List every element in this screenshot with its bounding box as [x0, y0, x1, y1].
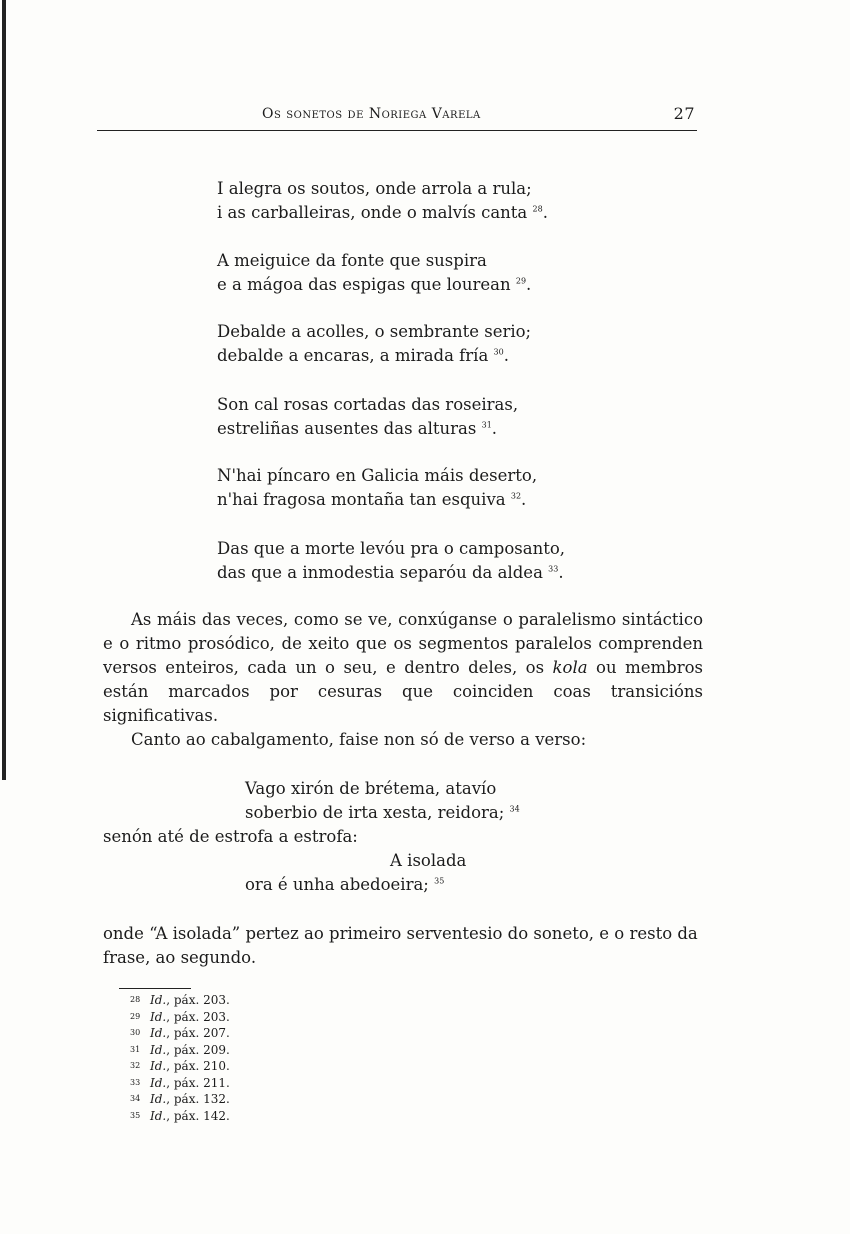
verse-line: Debalde a acolles, o sembrante serio;	[217, 322, 532, 341]
connector-text: senón até de estrofa a estrofa:	[103, 827, 358, 846]
verse-line: n'hai fragosa montaña tan esquiva $^{32}$.	[217, 490, 527, 509]
verse-line: N'hai píncaro en Galicia máis deserto,	[217, 466, 538, 485]
footnote-ref: 32	[510, 491, 522, 501]
stanza	[217, 177, 548, 225]
header-rule	[97, 130, 697, 131]
body-text	[103, 922, 703, 970]
footnote-ref: 34	[509, 804, 520, 814]
footnote-rule	[119, 988, 191, 989]
verse-line: e a mágoa das espigas que lourean $^{29}$.	[217, 275, 532, 294]
footnote: 34 Id., páx. 132.	[130, 1092, 230, 1106]
quoted-verse-line: Vago xirón de brétema, atavío	[245, 779, 497, 798]
footnote: 35 Id., páx. 142.	[130, 1108, 230, 1123]
verse-line: Son cal rosas cortadas das roseiras,	[217, 395, 519, 414]
footnote: 28 Id., páx. 203.	[130, 993, 230, 1007]
footnote-ref: 35	[434, 876, 445, 886]
footnote-ref: 29	[515, 276, 527, 286]
verse-line: debalde a encaras, a mirada fría $^{30}$.	[217, 346, 509, 365]
footnote-ref: 30	[493, 347, 504, 357]
quoted-verse-line: A isolada	[390, 851, 467, 870]
running-header	[97, 104, 697, 126]
footnote: 31 Id., páx. 209.	[130, 1042, 230, 1057]
footnote: 30 Id., páx. 207.	[130, 1026, 230, 1040]
scan-edge	[2, 0, 6, 780]
paragraph: As máis das veces, como se ve, conxúganse o paralelismo sintáctico e o ritmo prosódico, de xeito que os segmentos paralelos comprenden versos enteiros, cada un o seu, e dentro deles, os kola ou membros están marcados por cesuras que coinciden coas transicións significativas.	[103, 610, 703, 725]
footnote-ref: 28	[532, 204, 543, 214]
quoted-verse-line: soberbio de irta xesta, reidora; $^{34}$	[245, 803, 520, 822]
verse-line: i as carballeiras, onde o malvís canta $^{28}$.	[217, 203, 548, 222]
footnote: 33 Id., páx. 211.	[130, 1075, 230, 1090]
footnote-ref: 33	[548, 564, 559, 574]
stanza	[217, 393, 518, 441]
footnote: 32 Id., páx. 210.	[130, 1059, 230, 1073]
page-number: 27	[673, 104, 695, 123]
paragraph: onde “A isolada” pertez ao primeiro serventesio do soneto, e o resto da frase, ao segundo.	[103, 924, 698, 967]
paragraph: Canto ao cabalgamento, faise non só de verso a verso:	[131, 730, 587, 749]
verse-line: I alegra os soutos, onde arrola a rula;	[217, 179, 532, 198]
stanza	[217, 249, 531, 297]
verse-line: das que a inmodestia separóu da aldea $^{33}$.	[217, 563, 564, 582]
footnote-ref: 31	[481, 420, 492, 430]
footnotes	[130, 992, 230, 1124]
stanza	[217, 464, 537, 512]
verse-line: A meiguice da fonte que suspira	[217, 251, 487, 270]
footnote: 29 Id., páx. 203.	[130, 1009, 230, 1024]
verse-line: estreliñas ausentes das alturas $^{31}$.	[217, 419, 498, 438]
stanza	[217, 320, 531, 368]
italic-term: kola	[552, 658, 588, 677]
stanza	[217, 537, 565, 585]
header-title: Os sonetos de Noriega Varela	[262, 106, 481, 122]
verse-line: Das que a morte levóu pra o camposanto,	[217, 539, 566, 558]
quoted-verse-line: ora é unha abedoeira; $^{35}$	[245, 875, 445, 894]
body-text	[103, 608, 703, 752]
